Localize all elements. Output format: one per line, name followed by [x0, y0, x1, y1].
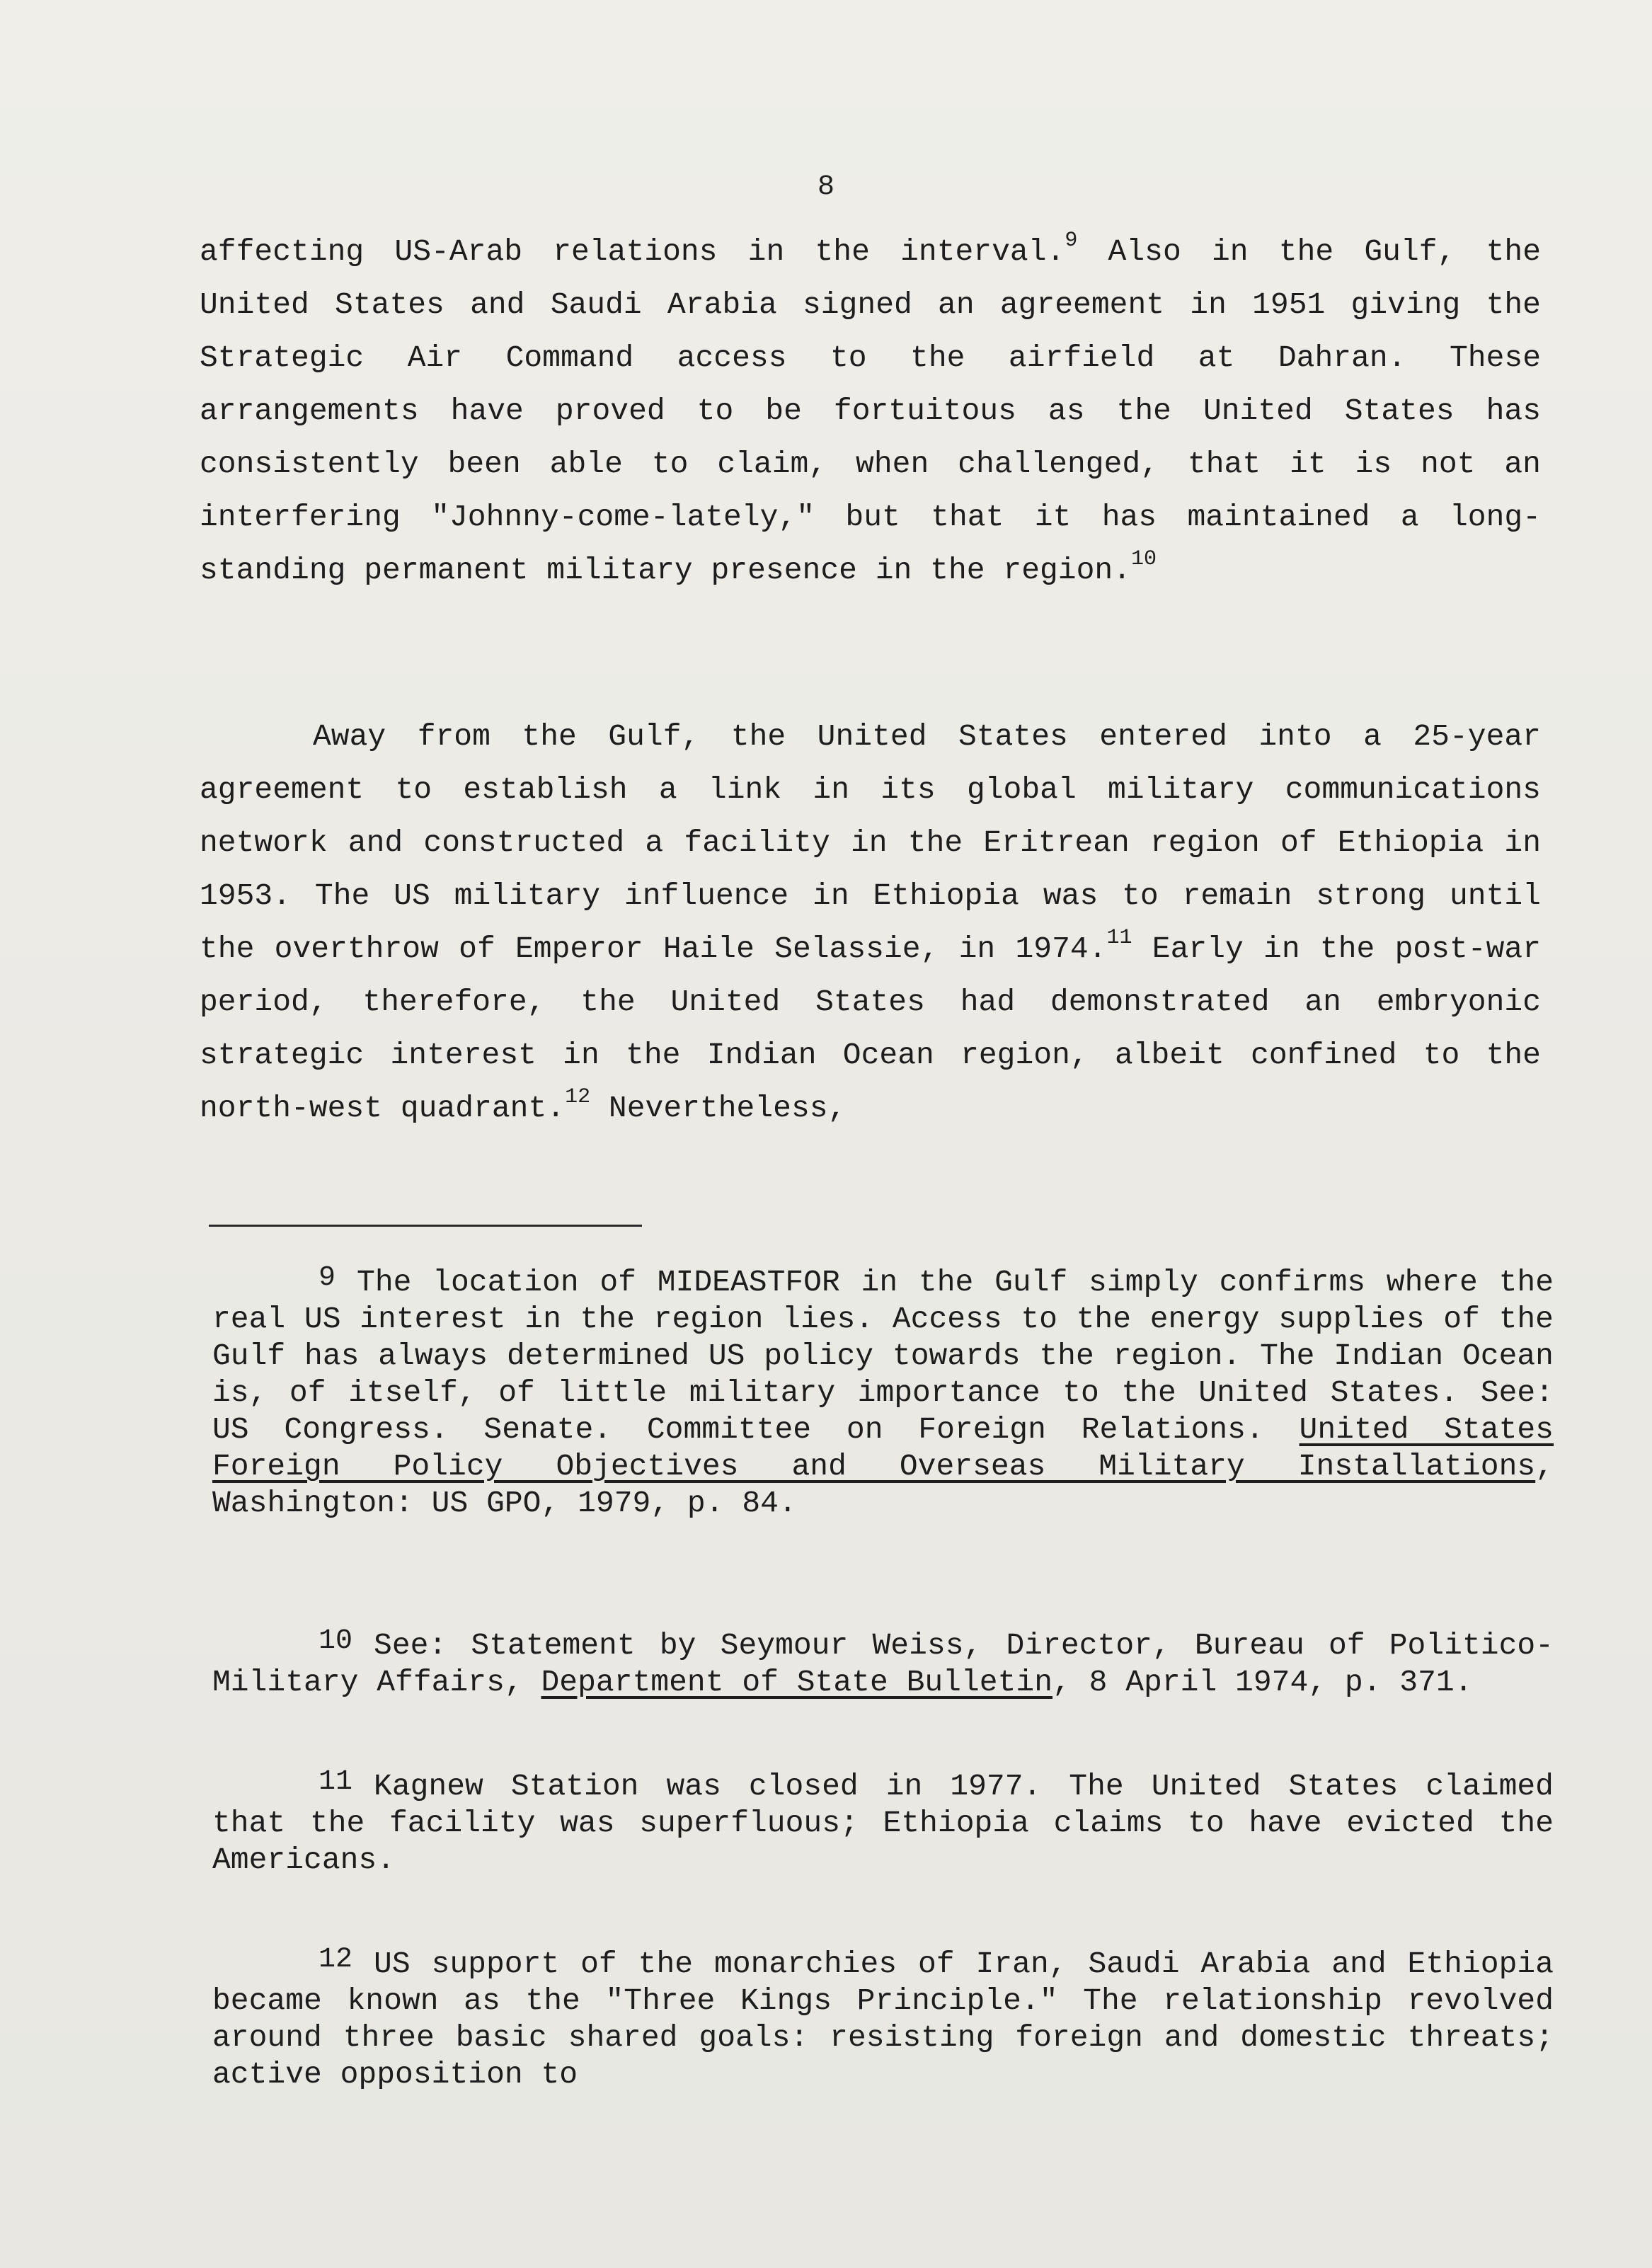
footnote-11: [212, 1764, 1554, 1879]
footnote-12: [212, 1942, 1554, 2093]
footnote-ref-10: 10: [1131, 547, 1157, 571]
footnote-9-tail: , Washington: US GPO, 1979, p. 84.: [212, 1449, 1554, 1520]
footnote-separator: [209, 1225, 642, 1227]
paragraph-2-text-b: Early in the post-war period, therefore, the United States had demonstrated an embryonic strategic interest in the Indian Ocean region, albeit confined to the north-west quadrant.: [200, 932, 1541, 1126]
footnote-10-tail: , 8 April 1974, p. 371.: [1052, 1665, 1473, 1700]
paragraph-1-text-a: affecting US-Arab relations in the interval.: [200, 234, 1065, 269]
footnote-ref-12: 12: [565, 1085, 591, 1109]
paragraph-2-text-a: Away from the Gulf, the United States entered into a 25-year agreement to establish a link in its global military communications network and constructed a facility in the Eritrean region of Ethiopia in 1953. The US military influence in Ethiopia was to remain strong until the overthrow of Emperor Haile Selassie, in 1974.: [200, 719, 1541, 966]
footnote-9-text: The location of MIDEASTFOR in the Gulf simply confirms where the real US interest in the region lies. Access to the energy supplies of the Gulf has always determined US policy towards the region. The Indian Ocean is, of itself, of little military importance to the United States. See: US Congress. Senate. Committee on Foreign Relations.: [212, 1265, 1554, 1447]
page-number: 8: [817, 171, 834, 203]
body-paragraph-2: [200, 710, 1541, 1135]
footnote-11-number: 11: [319, 1766, 353, 1798]
footnote-10-number: 10: [319, 1625, 353, 1657]
footnote-12-text: US support of the monarchies of Iran, Saudi Arabia and Ethiopia became known as the "Three Kings Principle." The relationship revolved around three basic shared goals: resisting foreign and domestic threats; active opposition to: [212, 1947, 1554, 2092]
footnote-10: [212, 1623, 1554, 1701]
body-paragraph-1: [200, 225, 1541, 597]
footnote-9-number: 9: [319, 1262, 336, 1294]
footnote-ref-11: 11: [1106, 926, 1132, 950]
paragraph-2-text-c: Nevertheless,: [590, 1091, 847, 1126]
footnote-10-text: See: Statement by Seymour Weiss, Director, Bureau of Politico-Military Affairs,: [212, 1628, 1554, 1700]
footnote-10-title: Department of State Bulletin: [541, 1665, 1053, 1700]
footnote-9: [212, 1260, 1554, 1522]
footnote-12-number: 12: [319, 1944, 353, 1976]
footnote-ref-9: 9: [1065, 229, 1078, 253]
paragraph-1-text-b: Also in the Gulf, the United States and Saudi Arabia signed an agreement in 1951 giving the Strategic Air Command access to the airfield at Dahran. These arrangements have proved to be fortuitous as the United States has consistently been able to claim, when challenged, that it is not an interfering "Johnny-come-lately," but that it has maintained a long-standing permanent military presence in the region.: [200, 234, 1541, 588]
footnote-9-title: United States Foreign Policy Objectives and Overseas Military Installations: [212, 1412, 1554, 1484]
footnote-11-text: Kagnew Station was closed in 1977. The United States claimed that the facility was superfluous; Ethiopia claims to have evicted the Americans.: [212, 1769, 1554, 1877]
